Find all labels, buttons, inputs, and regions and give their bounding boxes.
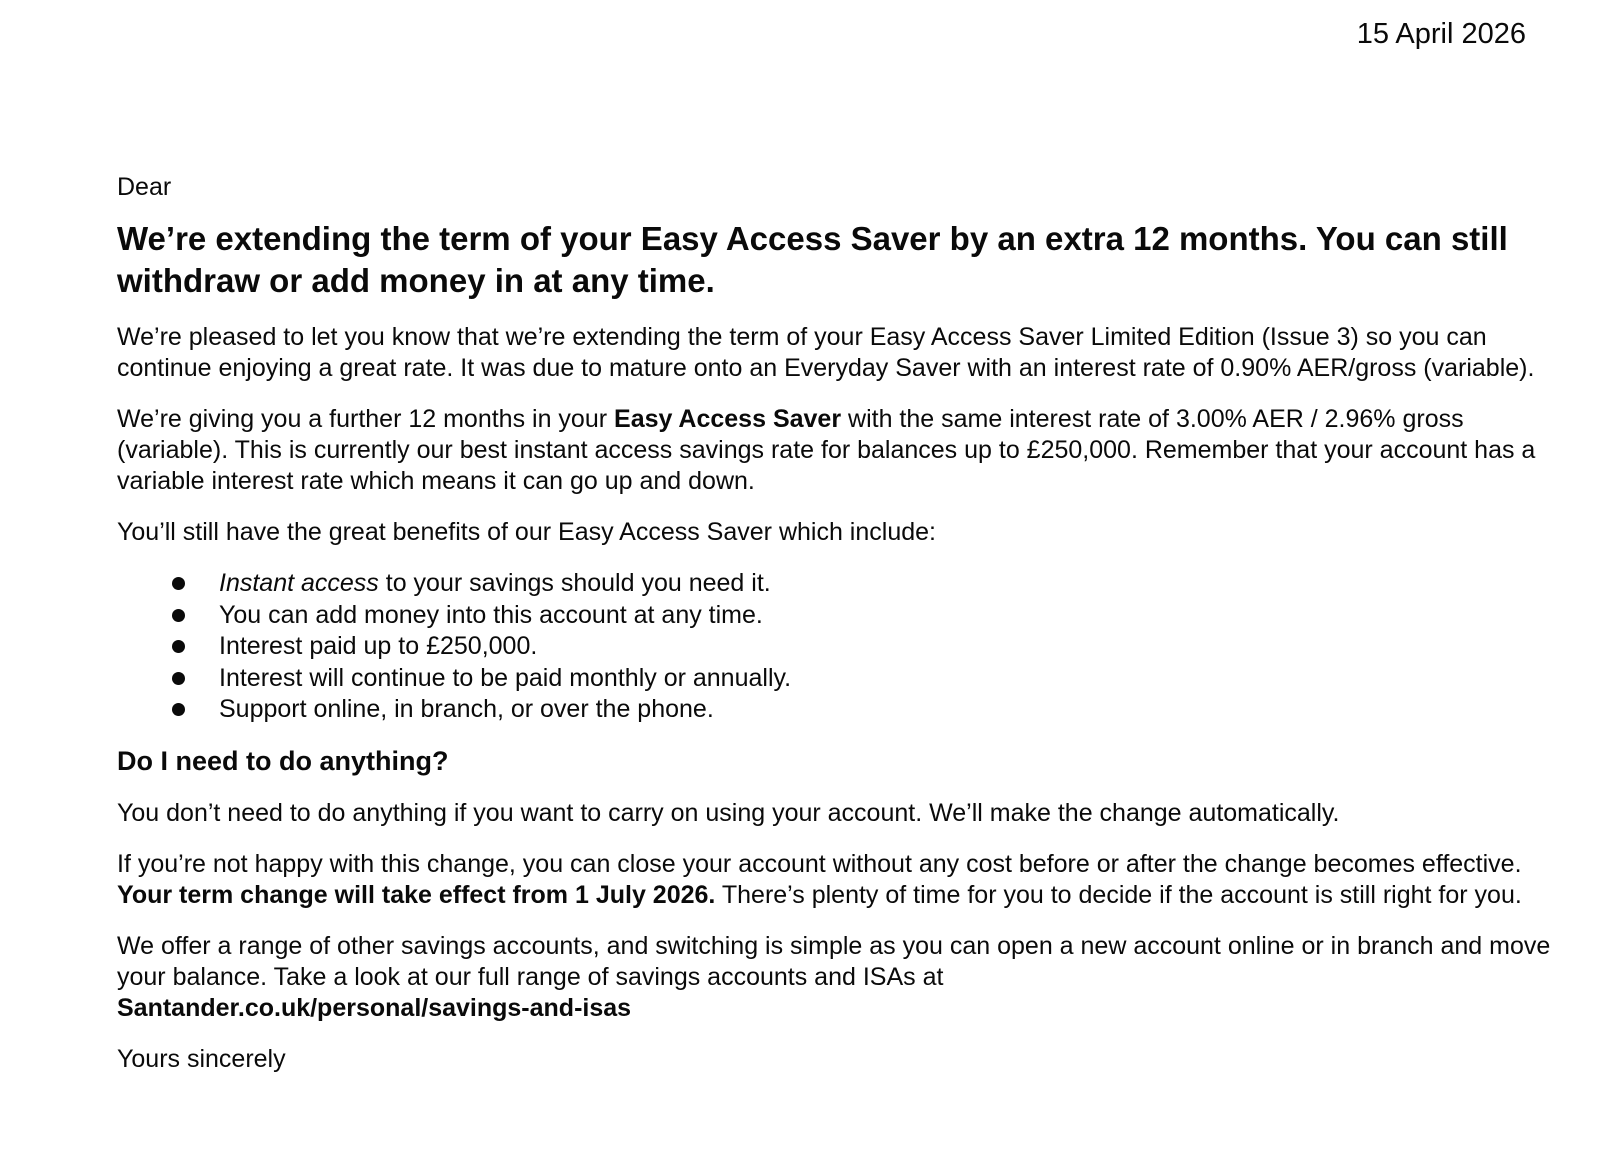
rate-paragraph [117,404,1567,497]
list-item [172,694,1567,726]
rate-paragraph-text-end: with the same interest rate of 3.00% AER / 2.96% gross (variable). This is currently our best instant access savings rate for balances up to £250,000. Remember that your account has a variable interest rate which means it can go up and down. [117,405,1536,495]
list-item [172,631,1567,663]
list-item [172,568,1567,600]
headline: We’re extending the term of your Easy Access Saver by an extra 12 months. You can still withdraw or add money in at any time. [117,220,1508,299]
bullet-icon [172,640,185,653]
list-item-text: Interest paid up to £250,000. [219,632,538,660]
bullet-icon [172,672,185,685]
bullet-icon [172,577,185,590]
effective-date-paragraph [117,849,1567,911]
list-item [172,600,1567,632]
letter-body [117,172,1567,1075]
effective-date-bold: Your term change will take effect from 1 July 2026. [117,880,716,909]
list-item-text: to your savings should you need it. [378,569,771,597]
effective-date-text-end: There’s plenty of time for you to decide if the account is still right for you. [715,880,1522,909]
benefits-intro: You’ll still have the great benefits of our Easy Access Saver which include: [117,518,936,546]
savings-range-text: We offer a range of other savings accounts, and switching is simple as you can open a new account online or in branch and move your balance. Take a look at our full range of savings accounts and ISAs at [117,931,1551,991]
product-name-bold: Easy Access Saver [614,405,842,433]
rate-paragraph-text-start: We’re giving you a further 12 months in your [117,405,615,433]
action-paragraph: You don’t need to do anything if you want to carry on using your account. We’ll make the change automatically. [117,798,1340,827]
letter-date: 15 April 2026 [1356,18,1526,50]
instant-access-italic: Instant access [219,569,379,597]
effective-date-text-start: If you’re not happy with this change, you can close your account without any cost before or after the change becomes effective. [117,849,1522,878]
bullet-icon [172,703,185,716]
subheading: Do I need to do anything? [117,745,449,776]
savings-link[interactable]: Santander.co.uk/personal/savings-and-isas [117,993,632,1022]
closing: Yours sincerely [117,1044,286,1073]
benefits-list [117,568,1567,726]
savings-range-paragraph [117,931,1567,1024]
intro-paragraph: We’re pleased to let you know that we’re extending the term of your Easy Access Saver Limited Edition (Issue 3) so you can continue enjoying a great rate. It was due to mature onto an Everyday Saver with an interest rate of 0.90% AER/gross (variable). [117,323,1535,382]
list-item-text: Support online, in branch, or over the phone. [219,695,714,723]
list-item-text: You can add money into this account at any time. [219,600,763,629]
list-item [172,663,1567,695]
bullet-icon [172,609,185,622]
list-item-text: Interest will continue to be paid monthly or annually. [219,663,792,692]
greeting: Dear [117,173,172,201]
